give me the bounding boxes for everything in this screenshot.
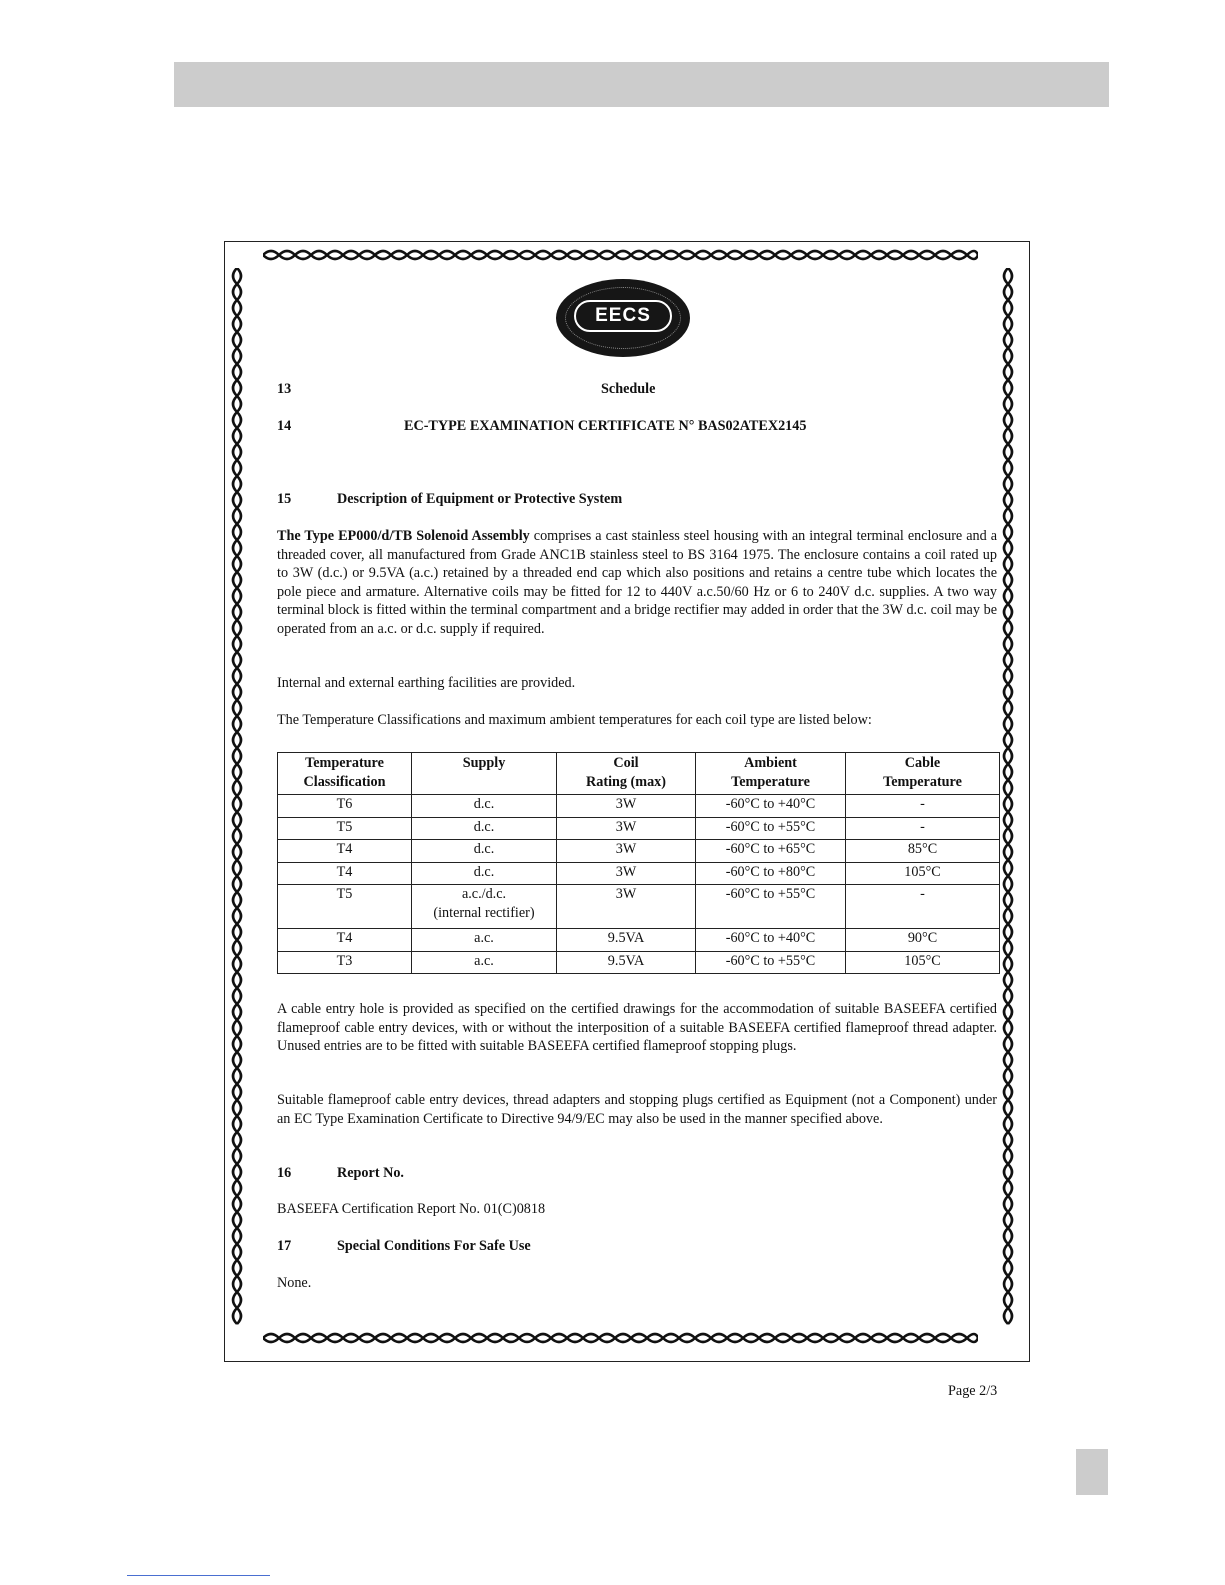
braid-border-bottom xyxy=(263,1330,978,1346)
table-cell: -60°C to +80°C xyxy=(696,862,846,885)
table-cell: 3W xyxy=(557,817,696,840)
table-row xyxy=(278,817,1000,840)
table-cell: T5 xyxy=(278,817,412,840)
logo-badge xyxy=(574,300,672,332)
column-header: Cable Temperature xyxy=(846,753,1000,795)
supply-type: a.c./d.c. xyxy=(461,886,507,902)
equipment-description-body: comprises a cast stainless steel housing with an integral terminal enclosure and a threaded cover, all manufactured from Grade ANC1B stainless steel to BS 3164 1975. The enclosure contains a coil rated up to 3W (d.c.) or 9.5VA (a.c.) retained by a threaded end cap which also positions and retains a centre tube which locates the pole piece and armature. Alternative coils may be fitted for 12 to 440V a.c.50/60 Hz or 6 to 240V d.c. supplies. A two way terminal block is fitted within the terminal compartment and a bridge rectifier may added in order that the 3W d.c. coil may be operated from an a.c. or d.c. supply if required. xyxy=(277,528,998,637)
table-cell: -60°C to +55°C xyxy=(696,817,846,840)
equipment-name: The Type EP000/d/TB Solenoid Assembly xyxy=(277,528,530,544)
column-header: Coil Rating (max) xyxy=(557,753,696,795)
braid-border-right xyxy=(1000,268,1016,1328)
table-row xyxy=(278,951,1000,974)
footer-link-underline xyxy=(127,1575,270,1576)
section-16-heading: Report No. xyxy=(337,1165,404,1181)
table-cell: 105°C xyxy=(846,951,1000,974)
table-cell: d.c. xyxy=(412,862,557,885)
schedule-title: Schedule xyxy=(601,381,656,397)
header-band xyxy=(174,62,1109,107)
table-row xyxy=(278,929,1000,952)
certificate-number: 14 xyxy=(277,418,292,434)
table-cell: d.c. xyxy=(412,795,557,818)
suitable-devices-paragraph: Suitable flameproof cable entry devices, thread adapters and stopping plugs certified as Equipment (not a Component) under an EC Type Examination Certificate to Directive 94/9/EC may also be used in the manner specified above. xyxy=(277,1092,997,1127)
table-cell: 9.5VA xyxy=(557,951,696,974)
table-cell: 3W xyxy=(557,862,696,885)
temperature-classification-table xyxy=(277,752,1000,974)
page-number: Page 2/3 xyxy=(948,1383,998,1399)
page-tab-marker xyxy=(1076,1449,1108,1495)
certificate-title: EC-TYPE EXAMINATION CERTIFICATE N° BAS02ATEX2145 xyxy=(404,418,807,434)
table-cell: T4 xyxy=(278,929,412,952)
schedule-number: 13 xyxy=(277,381,292,397)
section-15-heading: Description of Equipment or Protective System xyxy=(337,491,623,507)
column-header: Supply xyxy=(412,753,557,795)
table-cell: -60°C to +40°C xyxy=(696,795,846,818)
section-16-number: 16 xyxy=(277,1165,292,1181)
braid-border-top xyxy=(263,247,978,263)
section-17-number: 17 xyxy=(277,1238,292,1254)
table-cell: 3W xyxy=(557,840,696,863)
table-cell: T5 xyxy=(278,885,412,929)
table-cell: T6 xyxy=(278,795,412,818)
table-cell: 90°C xyxy=(846,929,1000,952)
table-cell: -60°C to +40°C xyxy=(696,929,846,952)
table-cell: a.c. xyxy=(412,929,557,952)
table-cell: a.c. xyxy=(412,951,557,974)
column-header: Ambient Temperature xyxy=(696,753,846,795)
table-cell: 9.5VA xyxy=(557,929,696,952)
eecs-logo xyxy=(556,279,690,357)
table-cell: -60°C to +65°C xyxy=(696,840,846,863)
report-number: BASEEFA Certification Report No. 01(C)0818 xyxy=(277,1201,546,1217)
table-cell: 3W xyxy=(557,885,696,929)
section-17-heading: Special Conditions For Safe Use xyxy=(337,1238,531,1254)
table-cell: T3 xyxy=(278,951,412,974)
earthing-statement: Internal and external earthing facilities are provided. xyxy=(277,675,576,691)
table-header-row xyxy=(278,753,1000,795)
table-cell: - xyxy=(846,885,1000,929)
table-cell: - xyxy=(846,795,1000,818)
supply-note: (internal rectifier) xyxy=(433,904,535,921)
table-cell: T4 xyxy=(278,862,412,885)
table-cell: - xyxy=(846,817,1000,840)
table-cell: 3W xyxy=(557,795,696,818)
table-cell xyxy=(412,885,557,929)
section-15-number: 15 xyxy=(277,491,292,507)
table-row xyxy=(278,840,1000,863)
table-cell: 85°C xyxy=(846,840,1000,863)
table-intro: The Temperature Classifications and maximum ambient temperatures for each coil type are listed below: xyxy=(277,712,872,728)
equipment-description xyxy=(277,527,997,638)
table-cell: -60°C to +55°C xyxy=(696,951,846,974)
table-cell: -60°C to +55°C xyxy=(696,885,846,929)
table-cell: d.c. xyxy=(412,840,557,863)
table-cell: 105°C xyxy=(846,862,1000,885)
table-cell: d.c. xyxy=(412,817,557,840)
table-row xyxy=(278,885,1000,929)
cable-entry-paragraph: A cable entry hole is provided as specified on the certified drawings for the accommodation of suitable BASEEFA certified flameproof cable entry devices, with or without the interposition of a suitable BASEEFA certified flameproof thread adapter. Unused entries are to be fitted with suitable BASEEFA certified flameproof stopping plugs. xyxy=(277,1001,997,1054)
table-cell: T4 xyxy=(278,840,412,863)
column-header: Temperature Classification xyxy=(278,753,412,795)
special-conditions-text: None. xyxy=(277,1275,312,1291)
table-row xyxy=(278,795,1000,818)
braid-border-left xyxy=(229,268,245,1328)
logo-text: EECS xyxy=(595,305,651,326)
table-row xyxy=(278,862,1000,885)
